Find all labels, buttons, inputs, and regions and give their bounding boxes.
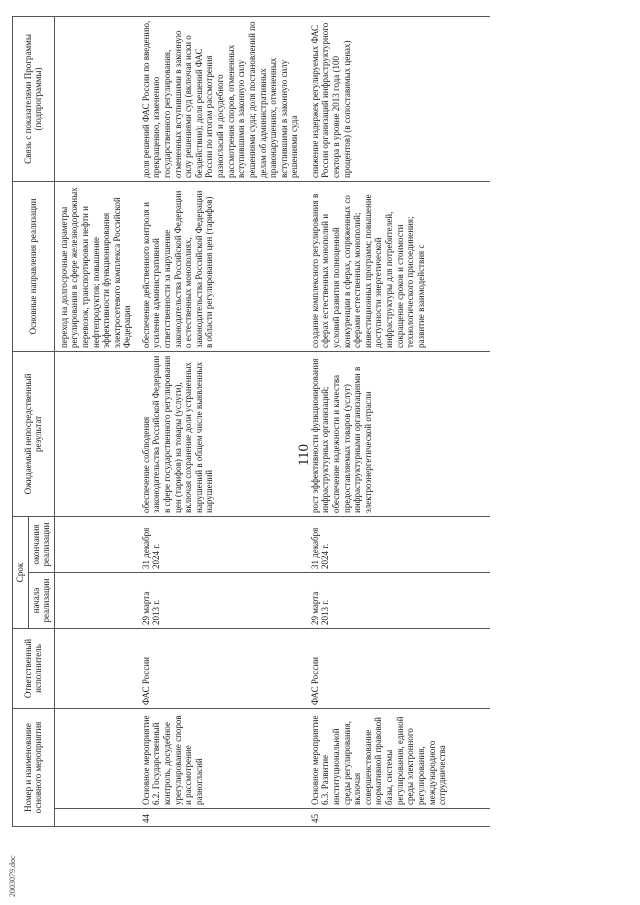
cell-result: обеспечение соблюдения законодательства Российской Федерации в сфере государственного регулирования цен (тарифов) на товары (услуги), включая сохранение доли устраненных нарушений в общем числе выявленных нарушений (139, 351, 308, 516)
cell-directions: обеспечение действенного контроля и усиление административной ответственности за нарушение законодательства Российской Федерации о естественных монополиях, законодательства Российской Федерации в области регулирования цен (тарифов) (139, 181, 308, 351)
cell-result: рост эффективности функционирования инфраструктурных организаций; обеспечение надежности и качества предоставляемых товаров (услуг) инфраструктурными организациями в электроэнергетической отрасли (308, 351, 490, 516)
cell-executor: ФАС России (139, 629, 308, 709)
header-link: Связь с показателями Программы (подпрограммы) (13, 16, 55, 181)
page-number: 110 (296, 444, 312, 466)
cell-term-end: 31 декабря 2024 г. (139, 516, 308, 572)
header-executor: Ответственный исполнитель (13, 629, 55, 709)
footer-filename: 2003079.doc (8, 855, 17, 897)
cell-term-end: 31 декабря 2024 г. (308, 516, 490, 572)
cell-row-number: 45 (308, 809, 490, 827)
cell-link: доля решений ФАС России по введению, прекращению, изменению государственного регулирования, отмененных вступившими в законную силу решениями суд (включая иски о бездействии); доля решений ФАС России по итогам рассмотрения разногласий и досудебного рассмотрения споров, отмененных вступившими в законную силу решениями суда; доля постановлений по делам об административных правонарушениях, отмененных вступившими в законную силу решениями суда (139, 16, 308, 181)
cell-term-start: 29 марта 2013 г. (308, 573, 490, 629)
cell-activity-name: Основное мероприятие 6.2. Государственный контроль, досудебное урегулирование споров и рассмотрение разногласий (139, 709, 308, 809)
header-directions: Основные направления реализации (13, 181, 55, 351)
header-term-start: начала реализации (28, 573, 54, 629)
table-row (139, 16, 308, 826)
cell-executor: ФАС России (308, 629, 490, 709)
header-number-name: Номер и наименование основного мероприятия (13, 709, 55, 827)
table-row (308, 16, 490, 826)
program-table (12, 16, 490, 827)
cell-activity-name: Основное мероприятие 6.3. Развитие институциональной среды регулирования, включая совершенствование нормативной правовой базы, системы регулирования, единой среды электронного регулирования, международного сотрудничества (308, 709, 490, 809)
cell-directions: переход на долгосрочные параметры регулирования в сфере железнодорожных перевозок, транспортировки нефти и нефтепродуктов; повышение эффективности функционирования электросетевого комплекса Российской Федерации (54, 181, 139, 351)
table-row-continuation (54, 16, 139, 826)
cell-row-number: 44 (139, 809, 308, 827)
header-result: Ожидаемый непосредственный результат (13, 351, 55, 516)
cell-directions: создание комплексного регулирования в сферах естественных монополий и условий развития полноценной конкуренции в сферах, сопряженных со сферами естественных монополий; инвестиционных программ; повышение доступности энергетической инфраструктуры для потребителей, сокращение сроков и стоимости технологического присоединения; развитие взаимодействия с (308, 181, 490, 351)
cell-term-start: 29 марта 2013 г. (139, 573, 308, 629)
header-term: Срок (13, 516, 29, 628)
cell-link: снижение издержек регулируемых ФАС России организаций инфраструктурного сектора в уровне 2013 года (100 процентов) (в сопоставимых ценах) (308, 16, 490, 181)
header-term-end: окончания реализации (28, 516, 54, 572)
